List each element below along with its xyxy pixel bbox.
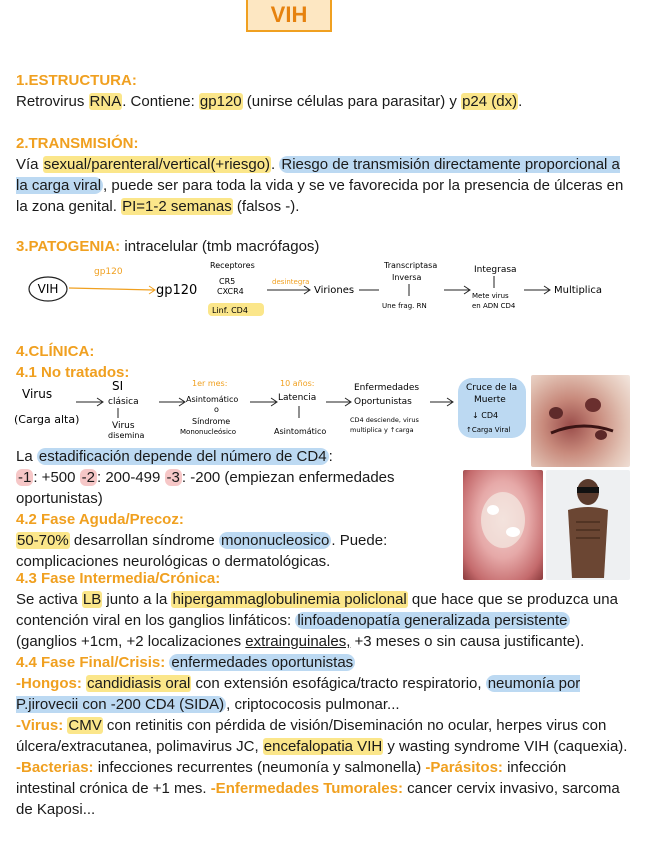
- chronic-text: Se activa LB junto a la hipergammaglobulinemia policlonal que hace que se produzca una contención viral en los ganglios linfáticos: linfoadenopatía generalizada persistente (ganglios +1cm, +2 localizaciones extrainguinales, +3 meses o sin causa justificante).: [16, 591, 618, 650]
- diagram-gp120: gp120: [156, 283, 198, 298]
- d-virus2: Virus: [112, 421, 135, 431]
- section-transmission: [16, 133, 628, 217]
- d-clasica: clásica: [108, 397, 139, 407]
- d-asintomatico2: Asintomático: [274, 427, 327, 436]
- heading-transmission: 2.TRANSMISIÓN:: [16, 135, 139, 152]
- d-mononucleosico: Mononucleósico: [180, 428, 237, 436]
- diagram-linf-cd4: Linf. CD4: [212, 306, 248, 315]
- diagram-une-frag: Une frag. RN: [382, 302, 427, 310]
- chronic-block: [16, 568, 628, 820]
- heading-pathogenesis: 3.PATOGENIA:: [16, 238, 121, 255]
- diagram-integrasa: Integrasa: [474, 265, 517, 275]
- d-oportunistas: Oportunistas: [354, 397, 412, 407]
- diagram-mete-virus: Mete virus: [472, 292, 509, 300]
- d-si: SI: [112, 379, 124, 393]
- untreated-diagram: [14, 378, 524, 446]
- subheading-final: 4.4 Fase Final/Crisis:: [16, 654, 166, 671]
- acute-text: 50-70% desarrollan síndrome mononucleosico . Puede: complicaciones neurológicas o dermatológicas.: [16, 532, 388, 570]
- d-sindrome: Síndrome: [192, 417, 231, 426]
- d-virus: Virus: [22, 387, 53, 401]
- transmission-text: Vía sexual/parenteral/vertical(+riesgo). Riesgo de transmisión directamente proporcional a la carga viral , puede ser para toda la vida y se ve favorecida por la presencia de úlceras en la zona genital. PI=1-2 semanas (falsos -).: [16, 156, 624, 215]
- page-title: VIH: [246, 0, 332, 32]
- d-enfermedades: Enfermedades: [354, 383, 420, 393]
- diagram-arrow-desintegra: desintegra: [272, 278, 310, 286]
- diagram-cxcr4: CXCR4: [217, 287, 244, 296]
- d-o: o: [214, 405, 219, 414]
- d-cruce: Cruce de la: [466, 383, 518, 393]
- heading-clinic: 4.CLÍNICA:: [16, 343, 95, 360]
- kaposi-lips-photo: [531, 375, 630, 467]
- diagram-multiplica: Multiplica: [554, 285, 602, 296]
- subheading-acute: 4.2 Fase Aguda/Precoz:: [16, 511, 184, 528]
- diagram-cr5: CR5: [219, 277, 236, 286]
- d-carga-up: ↑Carga Viral: [466, 426, 511, 434]
- d-cd4-down: ↓ CD4: [472, 411, 499, 420]
- heading-structure: 1.ESTRUCTURA:: [16, 72, 137, 89]
- staging-levels: -1 : +500 -2 : 200-499 -3 : -200 (empiezan enfermedades oportunistas): [16, 469, 395, 507]
- diagram-arrow-gp120: gp120: [94, 267, 123, 277]
- d-disemina: disemina: [108, 431, 145, 440]
- final-text: -Hongos: candidiasis oral con extensión esofágica/tracto respiratorio, neumonía por P.jirovecii con -200 CD4 (SIDA) , criptococosis pulmonar... -Virus: CMV con retinitis con pérdida de visión/Diseminación no ocular, herpes virus con úlcera/extracutanea, polimavirus JC, encefalopatia VIH y wasting syndrome VIH (caquexia). -Bacterias: infecciones recurrentes (neumonía y salmonella) -Parásitos: infección intestinal crónica de +1 mes. -Enfermedades Tumorales: cancer cervix invasivo, sarcoma de Kaposi...: [16, 675, 628, 818]
- final-highlight: enfermedades oportunistas: [171, 654, 354, 671]
- diagram-transcriptasa: Transcriptasa: [384, 261, 438, 270]
- staging-block: [16, 446, 460, 572]
- pathogenesis-diagram: [14, 258, 626, 324]
- diagram-receptors: Receptores: [210, 261, 255, 270]
- diagram-inversa: Inversa: [392, 273, 422, 282]
- pathogenesis-text: intracelular (tmb macrófagos): [120, 238, 320, 255]
- d-asintomatico: Asintomático: [186, 395, 239, 404]
- wasting-syndrome-photo: [546, 470, 630, 580]
- d-muerte: Muerte: [474, 395, 506, 405]
- d-multiplica: multiplica y ↑carga: [350, 426, 414, 434]
- d-latencia: Latencia: [278, 393, 317, 403]
- d-carga-alta: (Carga alta): [14, 413, 80, 426]
- d-primer-mes: 1er mes:: [192, 379, 228, 388]
- diagram-vih: VIH: [37, 282, 59, 296]
- structure-text: Retrovirus RNA. Contiene: gp120 (unirse células para parasitar) y p24 (dx).: [16, 93, 523, 110]
- section-structure: [16, 70, 628, 112]
- d-10-anos: 10 años:: [280, 379, 315, 388]
- diagram-viriones: Viriones: [314, 285, 355, 296]
- staging-text: La estadificación depende del número de CD4 :: [16, 448, 333, 465]
- subheading-chronic: 4.3 Fase Intermedia/Crónica:: [16, 570, 221, 587]
- diagram-en-adn: en ADN CD4: [472, 302, 516, 310]
- section-pathogenesis: [16, 236, 628, 257]
- oral-candidiasis-photo: [463, 470, 543, 580]
- subheading-untreated: 4.1 No tratados:: [16, 364, 130, 381]
- d-cd4-desciende: CD4 desciende, virus: [350, 416, 419, 424]
